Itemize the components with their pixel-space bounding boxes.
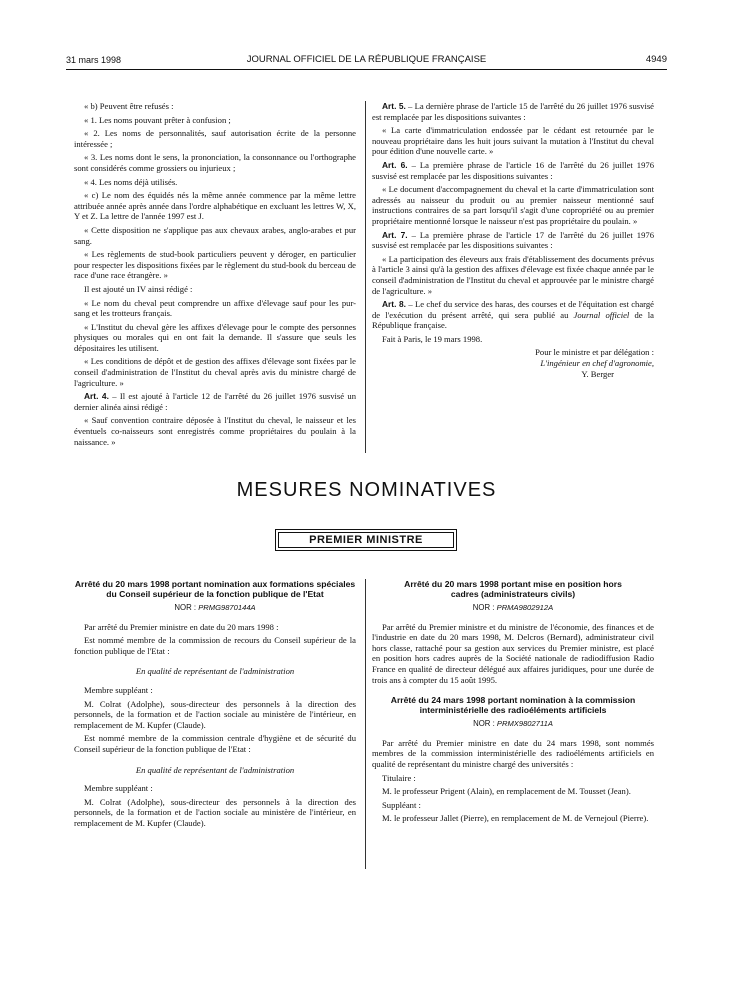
nor-reference bbox=[372, 719, 654, 730]
nor-label: NOR : bbox=[473, 719, 497, 729]
paragraph: « Sauf convention contraire déposée à l'Institut du cheval, le naisseur et les éventuels co-naisseurs sont enregistrés comme propriétaires du poulain à la naissance. » bbox=[74, 415, 356, 447]
article-label: Art. 4. bbox=[84, 391, 109, 402]
paragraph: « Les règlements de stud-book particuliers peuvent y déroger, en particulier pour respecter les dispositions fixées par le règlement du stud-book du berceau de race d'une race étrangère. » bbox=[74, 249, 356, 281]
header-rule bbox=[66, 69, 667, 70]
top-right-column bbox=[372, 101, 654, 379]
article-text: – Il est ajouté à l'article 12 de l'arrêté du 26 juillet 1976 susvisé un dernier alinéa ainsi rédigé : bbox=[74, 391, 356, 412]
role-label: Membre suppléant : bbox=[84, 783, 153, 794]
bottom-right-column bbox=[372, 579, 654, 827]
article-8 bbox=[372, 299, 654, 331]
paragraph: « Le document d'accompagnement du cheval et la carte d'immatriculation sont adressés au naisseur du produit ou au premier naisseur mentionné sauf instructions contraires de sa part lorsqu'il s'agit d'une copropriété ou au premier propriétaire mentionné lorsque le naisseur n'est pas propriétaire du poulain. » bbox=[372, 184, 654, 226]
article-text: – Le chef du service des haras, des courses et de l'équitation est chargé de l'exécution du présent arrêté, qui sera publié au bbox=[372, 299, 654, 320]
paragraph: M. le professeur Prigent (Alain), en remplacement de M. Tousset (Jean). bbox=[382, 786, 631, 797]
article-label: Art. 5. bbox=[382, 101, 406, 111]
article-7 bbox=[372, 230, 654, 251]
qualification-heading: En qualité de représentant de l'administration bbox=[135, 666, 295, 677]
article-4 bbox=[74, 391, 356, 412]
article-text: – La première phrase de l'article 17 de l'arrêté du 26 juillet 1976 susvisé est remplacée par les dispositions suivantes : bbox=[372, 229, 654, 251]
bottom-left-column bbox=[74, 579, 356, 832]
signature-name: Y. Berger bbox=[581, 368, 614, 379]
paragraph: « La participation des éleveurs aux frais d'établissement des documents prévus à l'article 3 ainsi qu'à la gestion des affixes d'élevage est fixée chaque année par le conseil d'administration de l'Institut du cheval et approuvée par le ministre chargé de l'agriculture. » bbox=[372, 253, 654, 296]
paragraph: « 4. Les noms déjà utilisés. bbox=[84, 176, 178, 187]
nor-code: PRMX9802711A bbox=[496, 719, 553, 729]
paragraph: « Cette disposition ne s'applique pas aux chevaux arabes, anglo-arabes et pur sang. bbox=[74, 224, 356, 246]
column-divider bbox=[365, 579, 366, 869]
article-text: de la République française. bbox=[372, 309, 654, 331]
column-divider bbox=[365, 101, 366, 453]
nor-reference bbox=[74, 603, 356, 614]
paragraph: M. le professeur Jallet (Pierre), en remplacement de M. de Vernejoul (Pierre). bbox=[382, 813, 649, 824]
role-label: Membre suppléant : bbox=[84, 684, 153, 695]
paragraph: Par arrêté du Premier ministre en date du 24 mars 1998, sont nommés membres de la commission interministérielle des radioéléments artificiels en qualité de représentant du ministre chargé des universités : bbox=[372, 737, 654, 769]
paragraph: « c) Le nom des équidés nés la même année commence par la même lettre attribuée année après année dans l'ordre alphabétique en excluant les lettres W, X, Y et Z. La lettre de l'année 1997 est J. bbox=[74, 190, 356, 222]
qualification-heading: En qualité de représentant de l'administration bbox=[135, 764, 295, 775]
ministry-title: PREMIER MINISTRE bbox=[278, 532, 454, 548]
article-text: – La première phrase de l'article 16 de l'arrêté du 26 juillet 1976 susvisé est remplacée par les dispositions suivantes : bbox=[372, 159, 654, 181]
decree-title: Arrêté du 20 mars 1998 portant nomination aux formations spéciales du Conseil supérieur de la fonction publique de l'Etat bbox=[74, 579, 356, 599]
paragraph: « L'Institut du cheval gère les affixes d'élevage pour le compte des personnes physiques ou morales qui en ont fait la demande. Il s'assure que seuls les dépositaires les utilisent. bbox=[74, 321, 356, 353]
paragraph: « 2. Les noms de personnalités, sauf autorisation écrite de la personne intéressée ; bbox=[74, 128, 356, 149]
role-label: Titulaire : bbox=[382, 772, 416, 783]
nor-reference bbox=[372, 603, 654, 614]
header-date: 31 mars 1998 bbox=[66, 55, 122, 65]
article-6 bbox=[372, 160, 654, 181]
paragraph: « 1. Les noms pouvant prêter à confusion ; bbox=[84, 114, 231, 125]
section-title: MESURES NOMINATIVES bbox=[236, 479, 497, 501]
article-label: Art. 7. bbox=[382, 229, 408, 240]
paragraph: Il est ajouté un IV ainsi rédigé : bbox=[84, 283, 193, 294]
nor-code: PRMG9870144A bbox=[198, 603, 256, 612]
nor-label: NOR : bbox=[472, 603, 497, 612]
article-label: Art. 8. bbox=[382, 299, 406, 310]
place-date: Fait à Paris, le 19 mars 1998. bbox=[382, 333, 483, 344]
header-page-number: 4949 bbox=[645, 54, 667, 65]
paragraph: « La carte d'immatriculation endossée par le cédant est retournée par le nouveau propriétaire dans les huit jours suivant la mutation à l'Institut du cheval pour édition d'une nouvelle carte. » bbox=[372, 125, 654, 157]
nor-code: PRMA9802912A bbox=[496, 603, 554, 612]
page-header bbox=[66, 53, 667, 69]
paragraph: « Le nom du cheval peut comprendre un affixe d'élevage sauf pour les pur-sang et les trotteurs français. bbox=[74, 297, 356, 319]
paragraph: Par arrêté du Premier ministre et du ministre de l'économie, des finances et de l'industrie en date du 20 mars 1998, M. Delcros (Bernard), administrateur civil hors classe, rattaché pour sa gestion aux services du Premier ministre, est placé en position hors cadres auprès de la Société nationale de radiodiffusion Radio France en qualité de directeur délégué aux affaires juridiques, pour une durée de trois ans à compter du 15 août 1995. bbox=[372, 621, 654, 685]
signature-title: L'ingénieur en chef d'agronomie, bbox=[540, 358, 654, 369]
top-left-column bbox=[74, 101, 356, 450]
article-text: – La dernière phrase de l'article 15 de l'arrêté du 26 juillet 1976 susvisé est remplacée par les dispositions suivantes : bbox=[372, 101, 654, 122]
ministry-box bbox=[275, 529, 457, 551]
header-title: JOURNAL OFFICIEL DE LA RÉPUBLIQUE FRANÇAISE bbox=[246, 54, 487, 65]
paragraph: « 3. Les noms dont le sens, la prononciation, la consonnance ou l'orthographe sont considérés comme grossiers ou injurieux ; bbox=[74, 152, 356, 173]
paragraph: Est nommé membre de la commission de recours du Conseil supérieur de la fonction publique de l'Etat : bbox=[74, 635, 356, 656]
paragraph: Est nommé membre de la commission centrale d'hygiène et de sécurité du Conseil supérieur de la fonction publique de l'Etat : bbox=[74, 733, 356, 754]
signature-role bbox=[372, 358, 654, 369]
journal-name: Journal officiel bbox=[573, 309, 630, 320]
article-label: Art. 6. bbox=[382, 159, 408, 170]
paragraph: « Les conditions de dépôt et de gestion des affixes d'élevage sont fixées par le conseil d'administration de l'Institut du cheval après avis du ministre chargé de l'agriculture. » bbox=[74, 356, 356, 388]
paragraph: M. Colrat (Adolphe), sous-directeur des personnels à la direction des personnels, de la formation et de l'action sociale au ministère de l'intérieur, en remplacement de M. Kupfer (Claude). bbox=[74, 796, 356, 828]
paragraph: « b) Peuvent être refusés : bbox=[84, 101, 174, 111]
paragraph: Par arrêté du Premier ministre en date du 20 mars 1998 : bbox=[84, 621, 279, 632]
decree-title: Arrêté du 24 mars 1998 portant nomination à la commission interministérielle des radioéléments artificiels bbox=[390, 695, 636, 716]
decree-title: Arrêté du 20 mars 1998 portant mise en position hors cadres (administrateurs civils) bbox=[404, 579, 622, 599]
role-label: Suppléant : bbox=[382, 799, 421, 810]
nor-label: NOR : bbox=[174, 603, 199, 612]
article-5 bbox=[372, 101, 654, 122]
signature-line: Pour le ministre et par délégation : bbox=[535, 347, 654, 358]
paragraph: M. Colrat (Adolphe), sous-directeur des personnels à la direction des personnels, de la formation et de l'action sociale au ministère de l'intérieur, en remplacement de M. Kupfer (Claude). bbox=[74, 698, 356, 730]
